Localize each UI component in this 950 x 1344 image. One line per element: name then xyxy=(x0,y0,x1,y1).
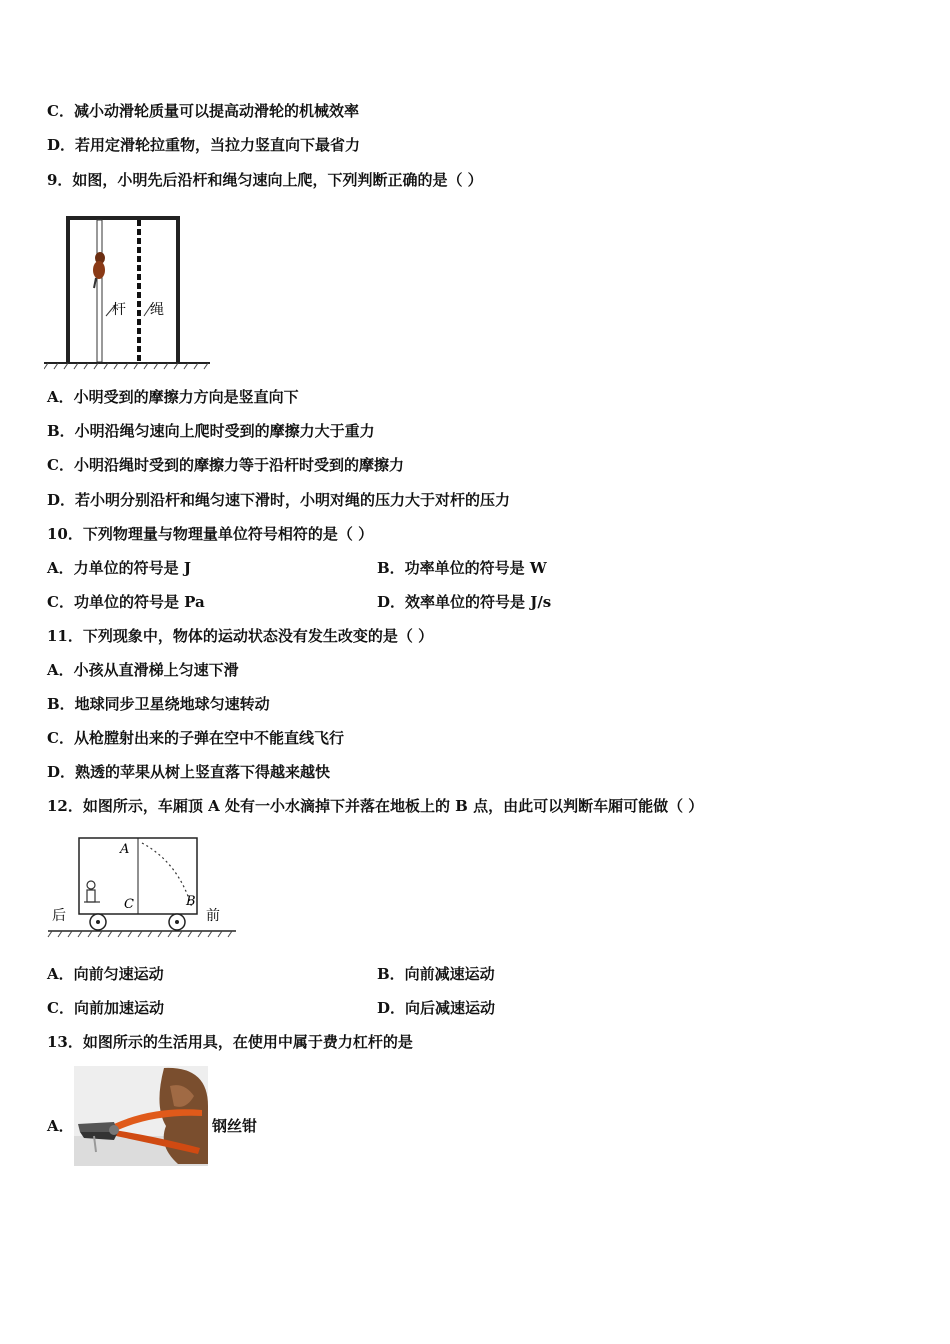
q9-option-a: A．小明受到的摩擦力方向是竖直向下 xyxy=(47,388,299,406)
q11-option-b: B．地球同步卫星绕地球匀速转动 xyxy=(47,695,270,713)
q11-option-d: D．熟透的苹果从树上竖直落下得越来越快 xyxy=(47,763,331,781)
back-label: 后 xyxy=(52,908,66,924)
q10-option-d: D．效率单位的符号是 J/s xyxy=(377,593,552,611)
question-9: 9．如图，小明先后沿杆和绳匀速向上爬，下列判断正确的是（ ） xyxy=(47,171,483,189)
q11-option-c: C．从枪膛射出来的子弹在空中不能直线飞行 xyxy=(47,729,344,747)
q11-option-a: A．小孩从直滑梯上匀速下滑 xyxy=(47,661,239,679)
q9-option-d: D．若小明分别沿杆和绳匀速下滑时，小明对绳的压力大于对杆的压力 xyxy=(47,491,511,509)
question-10: 10．下列物理量与物理量单位符号相符的是（ ） xyxy=(47,525,374,543)
front-label: 前 xyxy=(206,908,220,924)
q12-option-b: B．向前减速运动 xyxy=(377,965,495,983)
q12-option-c: C．向前加速运动 xyxy=(47,999,164,1017)
q10-option-c: C．功单位的符号是 Pa xyxy=(47,593,205,611)
carriage-figure xyxy=(44,833,244,943)
pliers-image xyxy=(74,1066,208,1166)
q10-option-b: B．功率单位的符号是 W xyxy=(377,559,547,577)
q12-option-a: A．向前匀速运动 xyxy=(47,965,164,983)
q9-option-c: C．小明沿绳时受到的摩擦力等于沿杆时受到的摩擦力 xyxy=(47,456,404,474)
question-13: 13．如图所示的生活用具，在使用中属于费力杠杆的是 xyxy=(47,1033,413,1051)
point-c-label: C xyxy=(124,897,134,912)
q8-option-d: D．若用定滑轮拉重物，当拉力竖直向下最省力 xyxy=(47,136,361,154)
climbing-figure xyxy=(44,212,214,372)
point-a-label: A xyxy=(120,842,130,857)
q8-option-c: C．减小动滑轮质量可以提高动滑轮的机械效率 xyxy=(47,102,359,120)
q13-option-a-caption: 钢丝钳 xyxy=(212,1117,258,1135)
question-12: 12．如图所示，车厢顶 A 处有一小水滴掉下并落在地板上的 B 点，由此可以判断车厢可能做（ ） xyxy=(47,797,704,815)
pole-label: 杆 xyxy=(112,302,126,318)
q9-option-b: B．小明沿绳匀速向上爬时受到的摩擦力大于重力 xyxy=(47,422,375,440)
rope-label: 绳 xyxy=(150,302,164,318)
q10-option-a: A．力单位的符号是 J xyxy=(47,559,191,577)
point-b-label: B xyxy=(186,894,196,909)
q12-option-d: D．向后减速运动 xyxy=(377,999,496,1017)
question-11: 11．下列现象中，物体的运动状态没有发生改变的是（ ） xyxy=(47,627,434,645)
q13-option-a-label: A． xyxy=(47,1117,74,1135)
